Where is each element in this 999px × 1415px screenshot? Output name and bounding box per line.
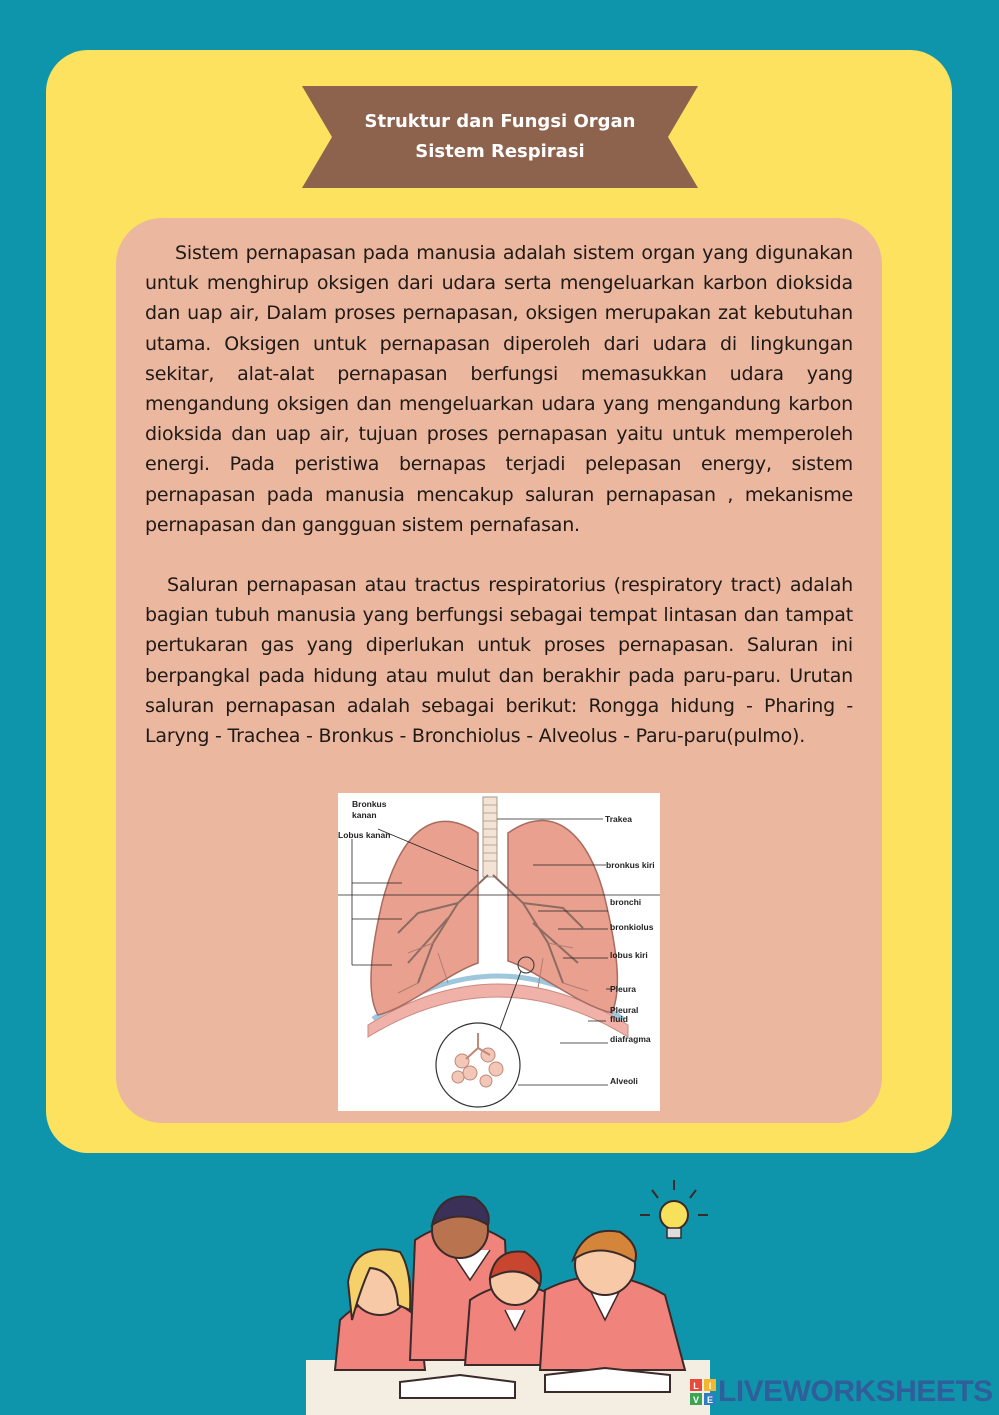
label-lobus-kanan: Lobus kanan	[338, 830, 391, 840]
label-pleural-fluid-2: fluid	[610, 1014, 628, 1024]
label-pleura: Pleura	[610, 984, 636, 994]
logo-letter-e: E	[706, 1395, 714, 1405]
logo-letter-i: I	[708, 1381, 712, 1391]
liveworksheets-text: LIVEWORKSHEETS	[718, 1375, 993, 1408]
liveworksheets-logo-icon	[690, 1379, 716, 1405]
lung-diagram	[338, 793, 660, 1111]
label-bronkus-kanan-2: kanan	[352, 810, 377, 820]
label-lobus-kiri: lobus kiri	[610, 950, 648, 960]
logo-letter-l: L	[693, 1381, 699, 1391]
label-bronkus-kiri: bronkus kiri	[606, 860, 655, 870]
label-trakea: Trakea	[605, 814, 632, 824]
banner-title-line1: Struktur dan Fungsi Organ	[364, 111, 636, 132]
banner-title-line2: Sistem Respirasi	[415, 141, 585, 162]
label-bronkiolus: bronkiolus	[610, 922, 654, 932]
label-alveoli: Alveoli	[610, 1076, 638, 1086]
title-banner	[302, 86, 698, 188]
paragraph-2: Saluran pernapasan atau tractus respiratorius (respiratory tract) adalah bagian tubuh manusia yang berfungsi sebagai tempat lintasan dan tampat pertukaran gas yang diperlukan untuk proses pernapasan. Saluran ini berpangkal pada hidung atau mulut dan berakhir pada paru-paru. Urutan saluran pernapasan adalah sebagai berikut: Rongga hidung - Pharing - Laryng - Trachea - Bronkus - Bronchiolus - Alveolus - Paru-paru(pulmo).	[145, 574, 853, 748]
liveworksheets-brand	[690, 1374, 993, 1410]
banner-title	[302, 86, 698, 188]
label-diafragma: diafragma	[610, 1034, 651, 1044]
label-pleural-fluid-1: Pleural	[610, 1005, 639, 1015]
students-illustration	[300, 1170, 720, 1415]
paragraph-1: Sistem pernapasan pada manusia adalah sistem organ yang digunakan untuk menghirup oksigen dari udara serta mengeluarkan karbon dioksida dan uap air, Dalam proses pernapasan, oksigen merupakan zat kebutuhan utama. Oksigen untuk pernapasan diperoleh dari udara di lingkungan sekitar, alat-alat pernapasan berfungsi memasukkan udara yang mengandung oksigen dan mengeluarkan udara yang mengandung karbon dioksida dan uap air, tujuan proses pernapasan yaitu untuk memperoleh energi. Pada peristiwa bernapas terjadi pelepasan energy, sistem pernapasan pada manusia mencakup saluran pernapasan , mekanisme pernapasan dan gangguan sistem pernafasan.	[145, 242, 853, 536]
label-bronchi: bronchi	[610, 897, 642, 907]
label-bronkus-kanan-1: Bronkus	[352, 799, 387, 809]
logo-letter-v: V	[692, 1395, 700, 1405]
